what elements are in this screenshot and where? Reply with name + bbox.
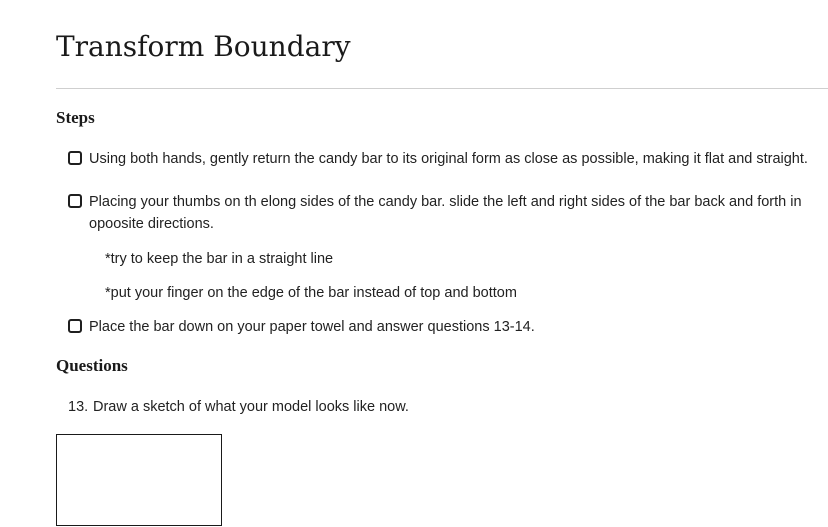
question-number: 13. — [68, 399, 89, 415]
question-13 — [68, 396, 409, 418]
step-2-text: Placing your thumbs on th elong sides of the candy bar. slide the left and right sides of the bar back and forth in opoosite directions. — [89, 194, 802, 232]
questions-heading: Questions — [56, 356, 128, 375]
step-item — [68, 316, 818, 338]
step-1-checkbox[interactable] — [68, 151, 82, 165]
step-note-straight-line: *try to keep the bar in a straight line — [105, 251, 334, 267]
step-item — [68, 148, 818, 170]
step-note-finger-edge: *put your finger on the edge of the bar instead of top and bottom — [105, 285, 517, 301]
step-2-checkbox[interactable] — [68, 194, 82, 208]
title-divider — [56, 88, 828, 89]
question-text: Draw a sketch of what your model looks like now. — [93, 399, 409, 415]
step-item — [68, 191, 818, 235]
step-1-text: Using both hands, gently return the candy bar to its original form as close as possible, making it flat and straight. — [89, 151, 808, 167]
sketch-drawing-area[interactable] — [56, 434, 222, 526]
page-title: Transform Boundary — [56, 30, 351, 63]
step-3-checkbox[interactable] — [68, 319, 82, 333]
steps-heading: Steps — [56, 108, 95, 127]
step-3-text: Place the bar down on your paper towel and answer questions 13-14. — [89, 319, 535, 335]
